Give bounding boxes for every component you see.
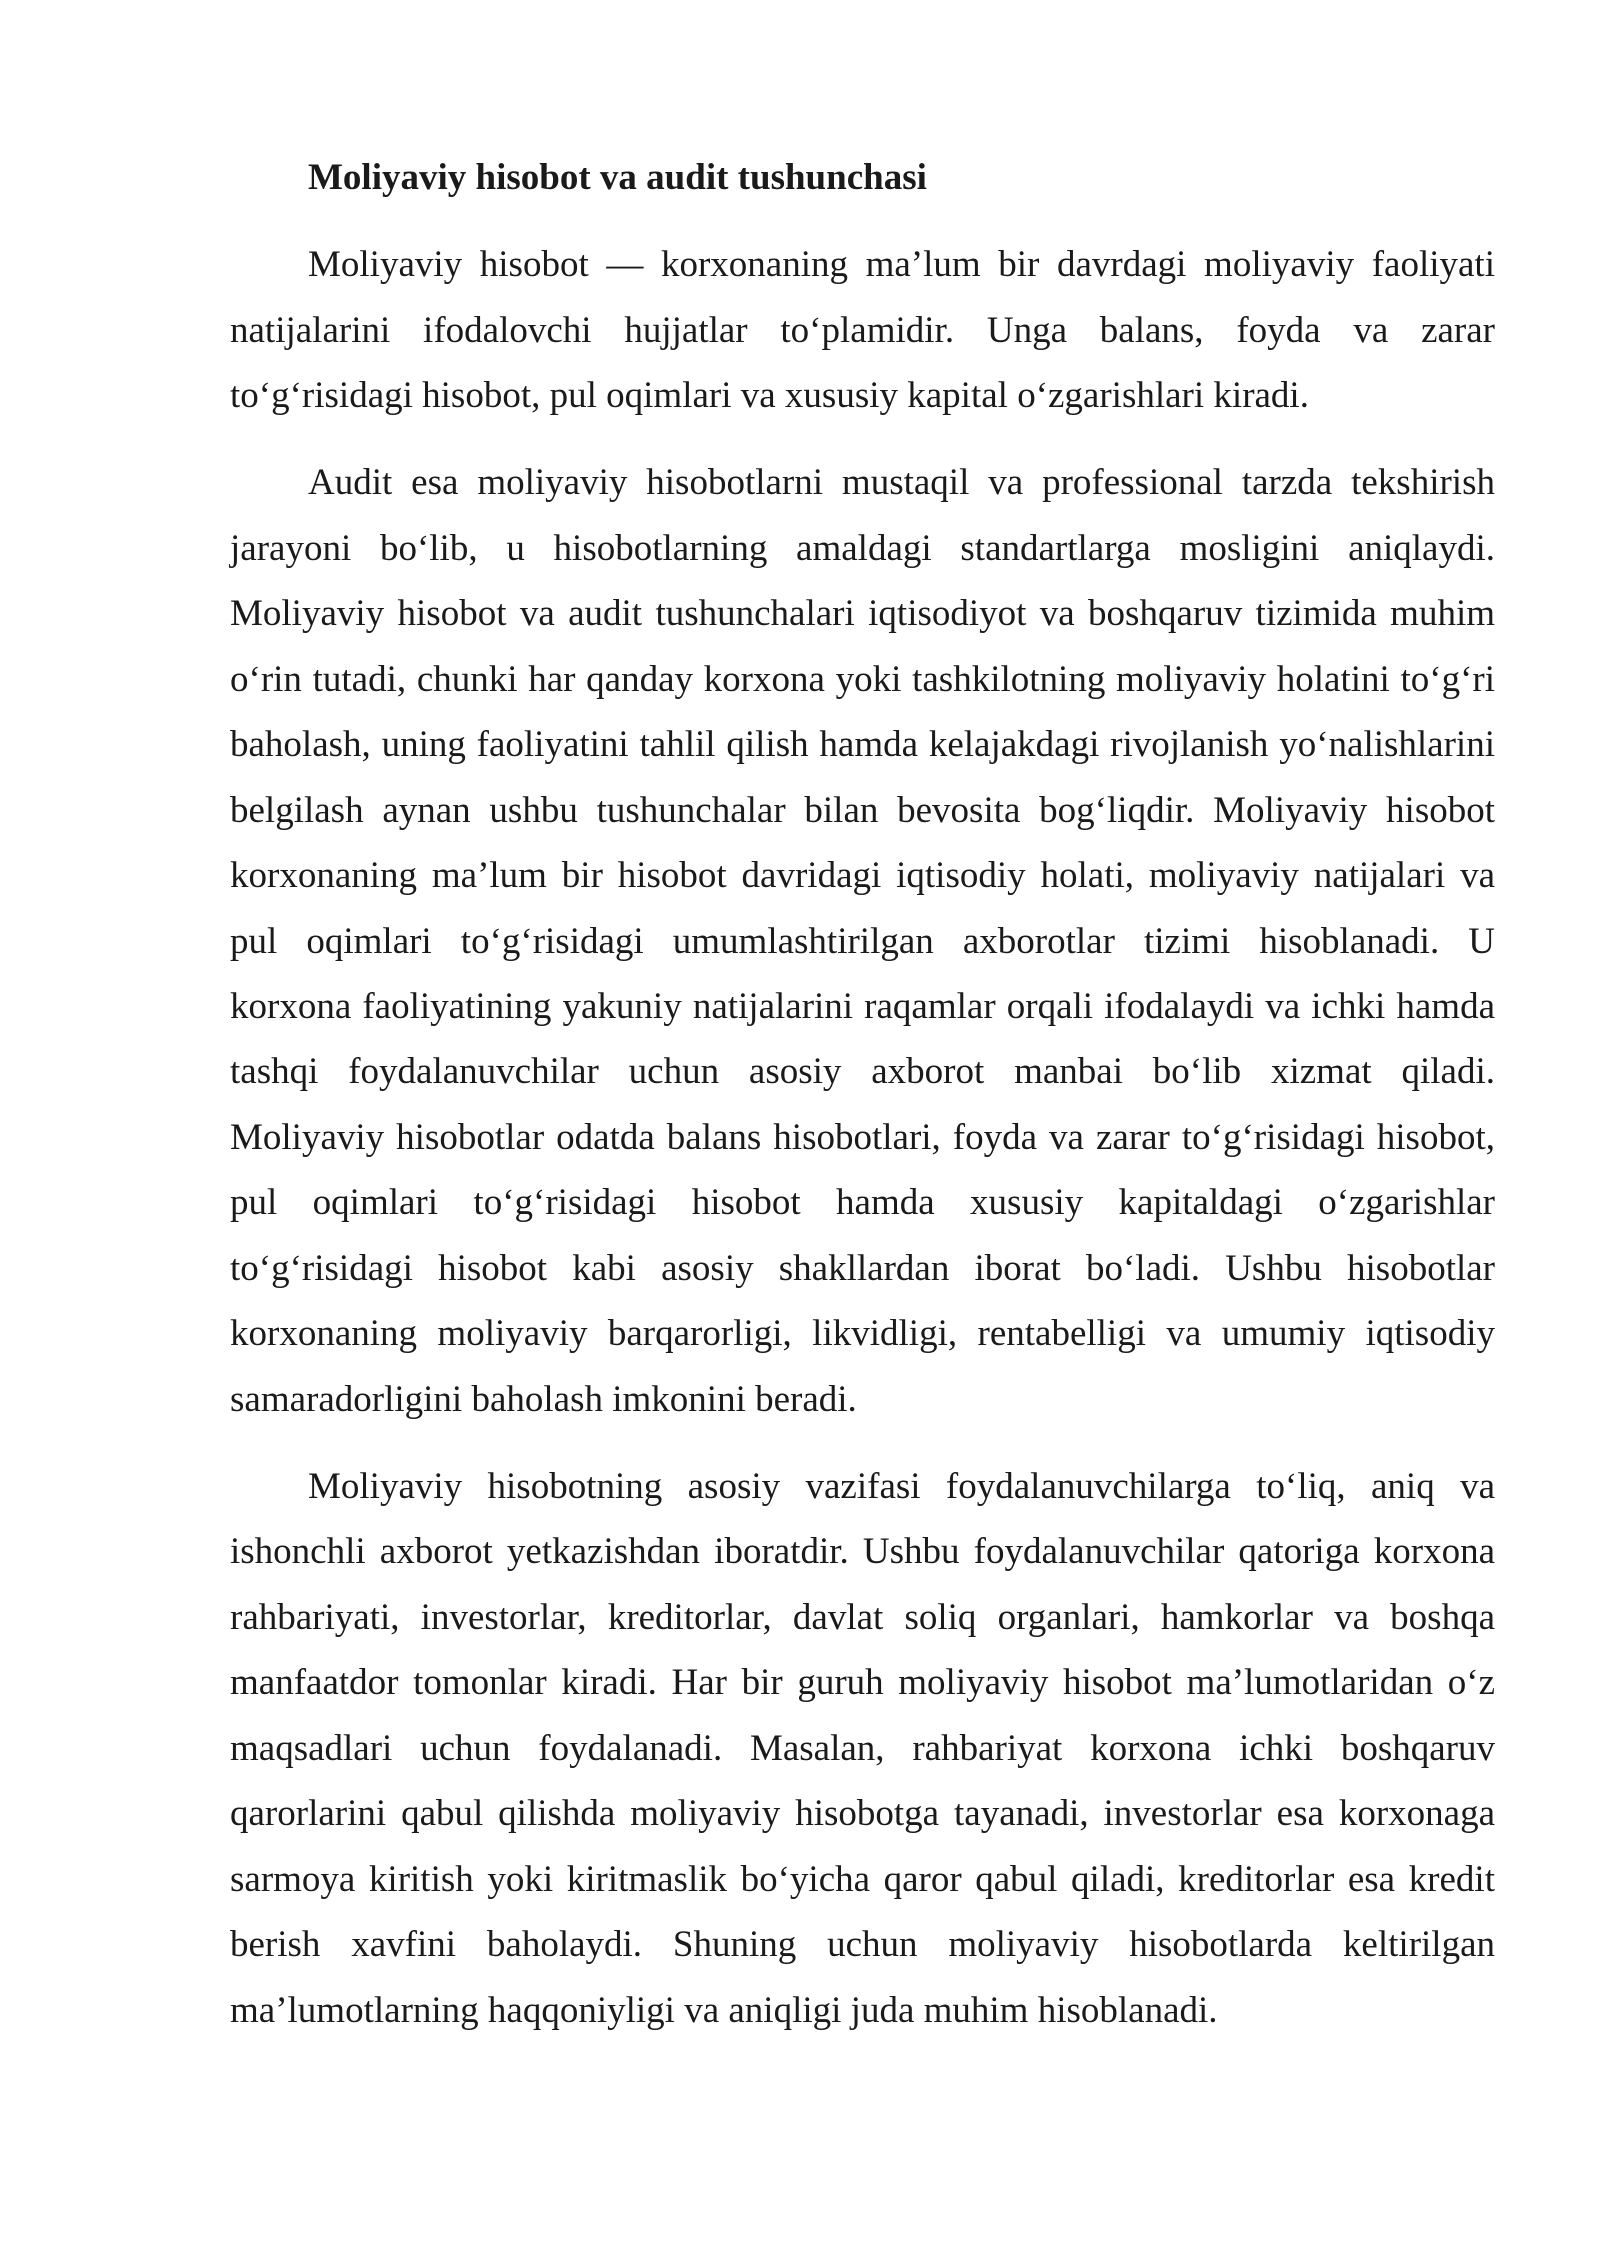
paragraph-line: maqsadlari uchun foydalanadi. Masalan, rahbariyat korxona ichki boshqaruv bbox=[230, 1727, 1495, 1769]
paragraph-line: Moliyaviy hisobotlar odatda balans hisobotlari, foyda va zarar to‘g‘risidagi hisobot, bbox=[230, 1116, 1495, 1158]
paragraph-line: jarayoni bo‘lib, u hisobotlarning amaldagi standartlarga mosligini aniqlaydi. bbox=[230, 527, 1495, 569]
paragraph-line: belgilash aynan ushbu tushunchalar bilan bevosita bog‘liqdir. Moliyaviy hisobot bbox=[230, 789, 1495, 831]
paragraph-1 bbox=[230, 232, 1495, 428]
paragraph-line: pul oqimlari to‘g‘risidagi hisobot hamda xususiy kapitaldagi o‘zgarishlar bbox=[230, 1182, 1495, 1224]
paragraph-line: natijalarini ifodalovchi hujjatlar to‘plamidir. Unga balans, foyda va zarar bbox=[230, 309, 1495, 351]
paragraph-line: ma’lumotlarning haqqoniyligi va aniqligi juda muhim hisoblanadi. bbox=[230, 1989, 1218, 2031]
paragraph-3 bbox=[230, 1454, 1495, 2043]
paragraph-line: to‘g‘risidagi hisobot, pul oqimlari va xususiy kapital o‘zgarishlari kiradi. bbox=[230, 375, 1309, 417]
paragraph-line: to‘g‘risidagi hisobot kabi asosiy shakllardan iborat bo‘ladi. Ushbu hisobotlar bbox=[230, 1247, 1495, 1289]
document-body bbox=[230, 145, 1495, 2043]
document-title: Moliyaviy hisobot va audit tushunchasi bbox=[308, 157, 927, 198]
paragraph-line: Audit esa moliyaviy hisobotlarni mustaqil va professional tarzda tekshirish bbox=[308, 462, 1495, 504]
paragraph-line: Moliyaviy hisobot — korxonaning ma’lum bir davrdagi moliyaviy faoliyati bbox=[308, 244, 1495, 286]
paragraph-line: manfaatdor tomonlar kiradi. Har bir guruh moliyaviy hisobot ma’lumotlaridan o‘z bbox=[230, 1662, 1495, 1704]
paragraph-line: samaradorligini baholash imkonini beradi. bbox=[230, 1378, 857, 1420]
paragraph-line: tashqi foydalanuvchilar uchun asosiy axborot manbai bo‘lib xizmat qiladi. bbox=[230, 1051, 1495, 1093]
paragraph-line: baholash, uning faoliyatini tahlil qilish hamda kelajakdagi rivojlanish yo‘nalishlarini bbox=[230, 724, 1495, 766]
paragraph-line: korxonaning moliyaviy barqarorligi, likvidligi, rentabelligi va umumiy iqtisodiy bbox=[230, 1313, 1495, 1355]
paragraph-2 bbox=[230, 450, 1495, 1432]
paragraph-line: pul oqimlari to‘g‘risidagi umumlashtirilgan axborotlar tizimi hisoblanadi. U bbox=[230, 920, 1495, 962]
paragraph-line: korxonaning ma’lum bir hisobot davridagi iqtisodiy holati, moliyaviy natijalari va bbox=[230, 855, 1495, 897]
paragraph-line: berish xavfini baholaydi. Shuning uchun moliyaviy hisobotlarda keltirilgan bbox=[230, 1924, 1495, 1966]
paragraph-line: sarmoya kiritish yoki kiritmaslik bo‘yicha qaror qabul qiladi, kreditorlar esa kredit bbox=[230, 1858, 1495, 1900]
paragraph-line: Moliyaviy hisobotning asosiy vazifasi foydalanuvchilarga to‘liq, aniq va bbox=[308, 1466, 1495, 1507]
paragraph-line: korxona faoliyatining yakuniy natijalarini raqamlar orqali ifodalaydi va ichki hamda bbox=[230, 986, 1495, 1028]
paragraph-line: rahbariyati, investorlar, kreditorlar, davlat soliq organlari, hamkorlar va boshqa bbox=[230, 1596, 1495, 1638]
paragraph-line: ishonchli axborot yetkazishdan iboratdir. Ushbu foydalanuvchilar qatoriga korxona bbox=[230, 1531, 1495, 1573]
paragraph-line: Moliyaviy hisobot va audit tushunchalari iqtisodiyot va boshqaruv tizimida muhim bbox=[230, 593, 1495, 635]
paragraph-line: qarorlarini qabul qilishda moliyaviy hisobotga tayanadi, investorlar esa korxonaga bbox=[230, 1793, 1495, 1835]
paragraph-line: o‘rin tutadi, chunki har qanday korxona yoki tashkilotning moliyaviy holatini to‘g‘ri bbox=[230, 658, 1495, 700]
